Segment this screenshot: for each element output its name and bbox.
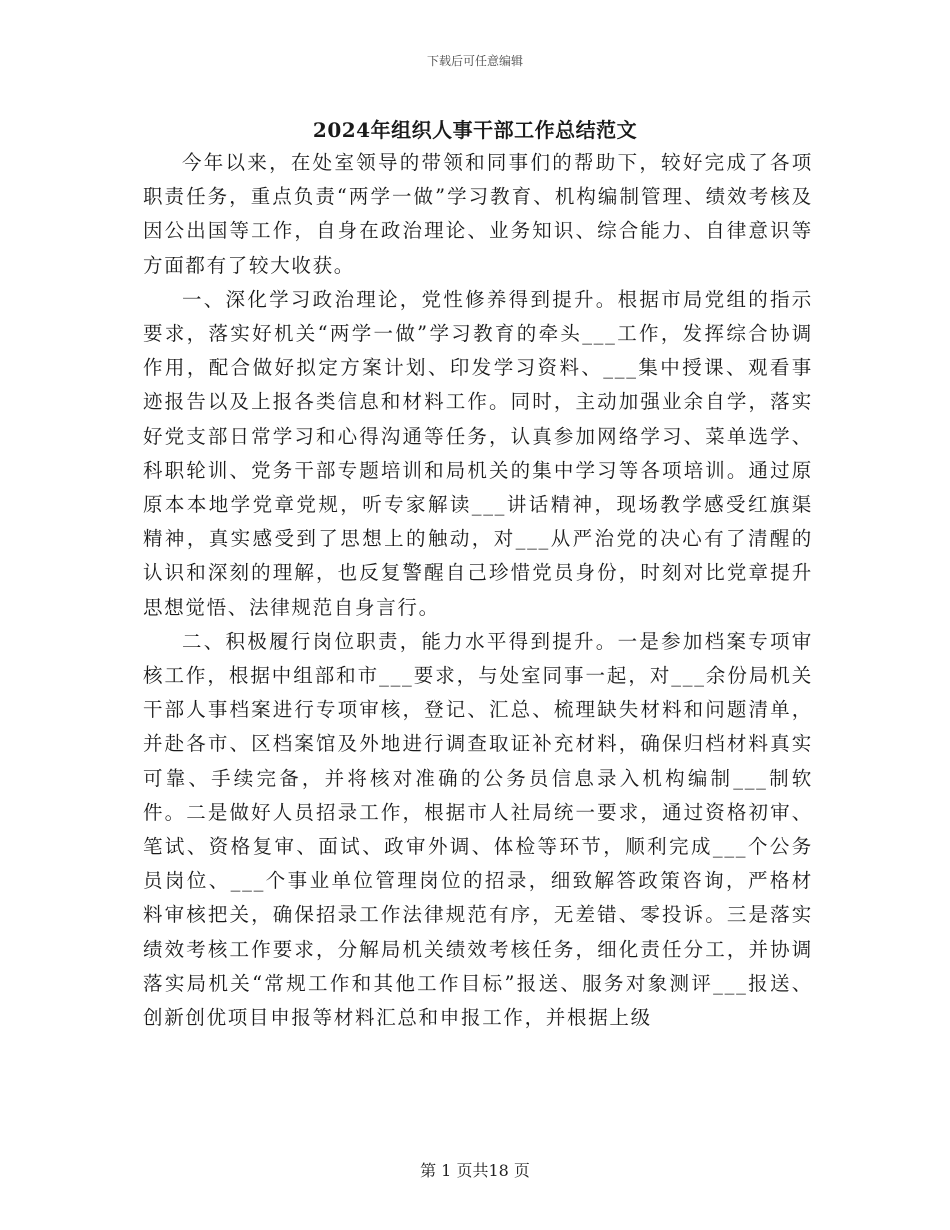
page-footer [0, 1158, 950, 1181]
intro-paragraph: 今年以来，在处室领导的带领和同事们的帮助下，较好完成了各项职责任务，重点负责“两学一做”学习教育、机构编制管理、绩效考核及因公出国等工作，自身在政治理论、业务知识、综合能力、自律意识等方面都有了较大收获。 [143, 151, 813, 277]
section-one-paragraph: 一、深化学习政治理论，党性修养得到提升。根据市局党组的指示要求，落实好机关“两学一做”学习教育的牵头___工作，发挥综合协调作用，配合做好拟定方案计划、印发学习资料、___集中授课、观看事迹报告以及上报各类信息和材料工作。同时，主动加强业余自学，落实好党支部日常学习和心得沟通等任务，认真参加网络学习、菜单选学、科职轮训、党务干部专题培训和局机关的集中学习等各项培训。通过原原本本地学党章党规，听专家解读___讲话精神，现场教学感受红旗渠精神，真实感受到了思想上的触动，对___从严治党的决心有了清醒的认识和深刻的理解，也反复警醒自己珍惜党员身份，时刻对比党章提升思想觉悟、法律规范自身言行。 [143, 287, 813, 619]
document-title: 2024年组织人事干部工作总结范文 [312, 118, 638, 142]
document-body [143, 146, 813, 1035]
footer-suffix: 页 [513, 1161, 530, 1180]
footer-total-pages: 18 [488, 1161, 509, 1180]
footer-page-number: 1 [441, 1161, 452, 1180]
footer-middle: 页共 [456, 1161, 489, 1180]
header-note: 下载后可任意编辑 [426, 54, 523, 68]
footer-prefix: 第 [420, 1161, 437, 1180]
section-two-paragraph: 二、积极履行岗位职责，能力水平得到提升。一是参加档案专项审核工作，根据中组部和市___要求，与处室同事一起，对___余份局机关干部人事档案进行专项审核，登记、汇总、梳理缺失材料和问题清单，并赴各市、区档案馆及外地进行调查取证补充材料，确保归档材料真实可靠、手续完备，并将核对准确的公务员信息录入机构编制___制软件。二是做好人员招录工作，根据市人社局统一要求，通过资格初审、笔试、资格复审、面试、政审外调、体检等环节，顺利完成___个公务员岗位、___个事业单位管理岗位的招录，细致解答政策咨询，严格材料审核把关，确保招录工作法律规范有序，无差错、零投诉。三是落实绩效考核工作要求，分解局机关绩效考核任务，细化责任分工，并协调落实局机关“常规工作和其他工作目标”报送、服务对象测评___报送、创新创优项目申报等材料汇总和申报工作，并根据上级 [143, 629, 813, 1030]
